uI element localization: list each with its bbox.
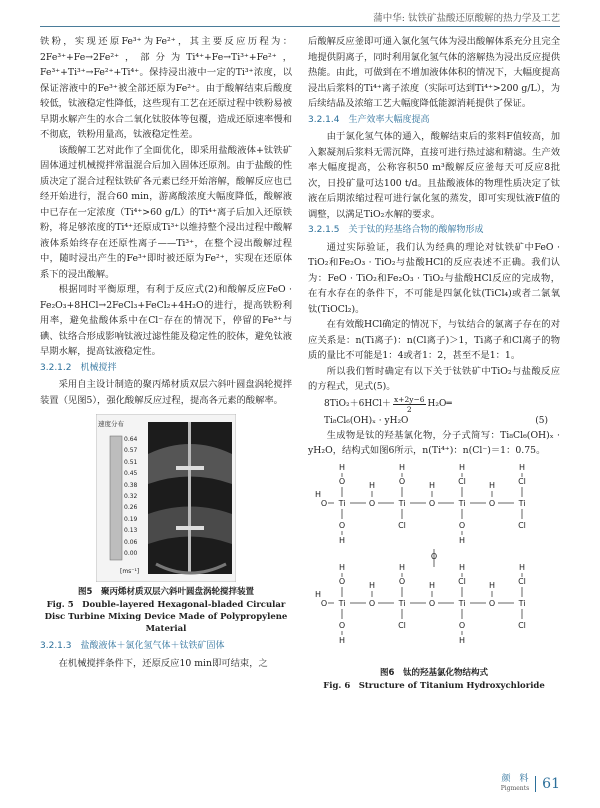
- ligand-atom: O: [338, 576, 346, 586]
- velocity-legend-title: 速度分布: [98, 420, 124, 428]
- titanium-atom: Ti: [458, 498, 466, 508]
- hydrogen-atom: H: [488, 580, 496, 590]
- legend-value: 0.26: [124, 504, 138, 512]
- legend-value: 0.06: [124, 538, 138, 546]
- paragraph: 在有效酸HCl确定的情况下，与钛结合的氯离子存在的对应关系是：n(Ti离子)：n(Cl离子)＞1，Ti离子和Cl离子的物质的量比不可能是1：4或者1：2，甚至不是1：1。: [308, 319, 560, 361]
- legend-value: 0.13: [124, 527, 138, 535]
- paragraph: 铁粉，实现还原Fe³⁺为Fe²⁺，其主要反应历程为：2Fe³⁺+Fe→2Fe²⁺，部分为Ti⁴⁺+Fe→Ti³⁺+Fe²⁺，Fe³⁺+Ti³⁺→Fe²⁺+Ti⁴⁺。保持浸出液中一定的Ti³⁺浓度，以保证溶液中的Fe³⁺被全部还原为Fe²⁺。由于酸解结束后酸度较低，钛液稳定性降低，这些现有工艺在还原过程中铁粉易被早期水解产生的水合二氧化钛胶体等包覆，造成还原速率慢和不彻底，铁粉用量高，钛液稳定性差。: [40, 36, 292, 140]
- page-number: 61: [535, 776, 560, 792]
- equation-fraction: [393, 395, 426, 414]
- hydrogen-atom: H: [398, 462, 406, 472]
- legend-value: 0.19: [124, 515, 138, 523]
- ligand-atom: Cl: [458, 576, 466, 586]
- legend-value: 0.38: [124, 481, 138, 489]
- hydrogen-atom: H: [338, 562, 346, 572]
- section-heading: 3.2.1.4 生产效率大幅度提高: [308, 114, 430, 125]
- hydrogen-atom: H: [518, 462, 526, 472]
- hydrogen-atom: H: [314, 489, 322, 499]
- figure-6-caption-en: Fig. 6 Structure of Titanium Hydroxychloride: [323, 680, 545, 691]
- hydrogen-atom: H: [338, 635, 346, 645]
- hydrogen-atom: H: [518, 562, 526, 572]
- left-column: [40, 34, 292, 671]
- oxygen-atom: O: [320, 498, 328, 508]
- paragraph: 生成物是钛的羟基氯化物，分子式简写：Ti₈Cl₆(OH)ₓ · yH₂O，结构式如图6所示，n(Ti⁴⁺)：n(Cl⁻)＝1：0.75。: [308, 429, 560, 456]
- hydrogen-atom: H: [458, 635, 466, 645]
- titanium-atom: Ti: [518, 498, 526, 508]
- hydrogen-atom: H: [428, 580, 436, 590]
- hydrogen-atom: H: [398, 562, 406, 572]
- legend-value: 0.00: [124, 550, 138, 558]
- figure-6-caption-zh: 图6 钛的羟基氯化物结构式: [380, 667, 488, 678]
- hydrogen-atom: H: [458, 562, 466, 572]
- legend-value: 0.64: [124, 436, 138, 443]
- ligand-atom: O: [398, 576, 406, 586]
- header-rule: [40, 26, 560, 27]
- ligand-atom: O: [458, 620, 466, 630]
- figure-5-image: [96, 414, 236, 582]
- titanium-atom: Ti: [398, 598, 406, 608]
- paragraph: 采用自主设计制造的聚丙烯材质双层六斜叶圆盘涡轮搅拌装置（见图5），强化酸解反应过程，提高各元素的酸解率。: [40, 379, 292, 406]
- ligand-atom: O: [338, 620, 346, 630]
- equation-number: (5): [535, 415, 548, 426]
- equation-5: [308, 395, 560, 428]
- ligand-atom: O: [338, 476, 346, 486]
- figure-5-caption-zh: 图5 聚丙烯材质双层六斜叶圆盘涡轮搅拌装置: [78, 587, 254, 597]
- oxygen-atom: O: [320, 598, 328, 608]
- paragraph: 根据同时平衡原理，有利于反应式(2)和酸解反应FeO · Fe₂O₃+8HCl→2FeCl₃+FeCl₂+4H₂O的进行，提高铁粉利用率，避免盐酸体系中在Cl⁻存在的情况下，停留的Fe³⁺与碘、钛络合形成影响钛液过滤性能及稳定性的胶体，避免钛液早期水解，提高钛液稳定性。: [40, 284, 292, 357]
- journal-name: [501, 774, 529, 794]
- bridging-oxygen-atom: O: [428, 498, 436, 508]
- page-footer: [501, 774, 560, 794]
- paragraph: 由于氯化氢气体的通入，酸解结束后的浆料F值较高，加入絮凝剂后浆料无需沉降，直接可进行热过滤和精滤。生产效率大幅度提高，公称容积50 m³酸解反应釜每天可反应8批次，日投矿量可达100 t/d。且盐酸液体的物理性质决定了钛液在后期浓缩过程可进行氯化氢的蒸发，即可实现钛液F值的调整，以满足TiO₂水解的要求。: [308, 131, 560, 220]
- figure-5-caption-en: Fig. 5 Double-layered Hexagonal-bladed Circular Disc Turbine Mixing Device Made of Polypropylene Material: [44, 600, 288, 634]
- journal-name-zh: 颜 料: [501, 774, 529, 784]
- hydrogen-atom: H: [314, 589, 322, 599]
- hydrogen-atom: H: [428, 480, 436, 490]
- paragraph: 该酸解工艺对此作了全面优化，即采用盐酸液体+钛铁矿固体通过机械搅拌常温混合后加入固体还原剂。由于盐酸的性质决定了混合过程钛铁矿各元素已经开始溶解，酸解反应也已经开始进行，混合60 min，游离酸浓度大幅度降低，酸解液中已存在一定浓度（Ti⁴⁺>60 g/L）的Ti⁴⁺离子后加入还原铁粉，将足够浓度的Ti⁴⁺还原成Ti³⁺以维持整个浸出过程中酸解液体系始终存在还原性离子——Ti³⁺，在整个浸出酸解过程中，随时浸出产生的Fe³⁺即时被还原为Fe²⁺，实现在还原体系下的浸出酸解。: [40, 144, 292, 280]
- hydrogen-atom: H: [458, 462, 466, 472]
- section-heading: 3.2.1.5 关于钛的羟基络合物的酸解物形成: [308, 225, 484, 235]
- titanium-atom: Ti: [518, 598, 526, 608]
- ligand-atom: Cl: [398, 520, 406, 530]
- fraction-numerator: x+2y−6: [393, 394, 425, 404]
- ligand-atom: Cl: [518, 620, 526, 630]
- journal-name-en: Pigments: [500, 785, 530, 792]
- ligand-atom: O: [398, 476, 406, 486]
- legend-value: 0.57: [124, 447, 138, 455]
- bridging-oxygen-atom: O: [368, 498, 376, 508]
- ligand-atom: O: [338, 520, 346, 530]
- titanium-atom: Ti: [398, 498, 406, 508]
- velocity-legend: [124, 434, 137, 559]
- stirrer-simulation-graphic: [96, 414, 236, 582]
- ligand-atom: Cl: [518, 476, 526, 486]
- paragraph: 所以我们暂时确定有以下关于钛铁矿中TiO₂与盐酸反应的方程式，见式(5)。: [308, 365, 560, 392]
- titanium-hydroxychloride-structure: [314, 463, 554, 663]
- section-heading: 3.2.1.2 机械搅拌: [40, 362, 117, 373]
- section-heading: 3.2.1.3 盐酸液体＋氯化氢气体＋钛铁矿固体: [40, 641, 225, 651]
- velocity-legend-unit: [ms⁻¹]: [120, 568, 140, 575]
- bridging-oxygen-atom: O: [488, 498, 496, 508]
- hydrogen-atom: H: [338, 535, 346, 545]
- hydrogen-atom: H: [488, 480, 496, 490]
- paragraph: 通过实际验证，我们认为经典的理论对钛铁矿中FeO · TiO₂和Fe₂O₃ · TiO₂与盐酸HCl的反应表述不正确。我们认为：FeO · TiO₂和Fe₂O₃ · TiO₂与盐酸HCl反应的完成物，在有水存在的条件下，不可能是四氯化钛(TiCl₄)或者二氯氧钛(TiOCl₂)。: [308, 241, 560, 315]
- bridging-oxygen-atom: O: [488, 598, 496, 608]
- figure-6-image: [314, 463, 554, 663]
- bridging-oxygen-atom: O: [368, 598, 376, 608]
- legend-value: 0.32: [124, 493, 138, 501]
- legend-value: 0.51: [124, 458, 138, 466]
- titanium-atom: Ti: [338, 498, 346, 508]
- bridging-oxygen-atom: O: [428, 598, 436, 608]
- legend-value: 0.45: [124, 470, 138, 478]
- hydrogen-atom: H: [458, 535, 466, 545]
- equation-lhs: 8TiO₂＋6HCl＋: [324, 399, 391, 409]
- running-title: 蒲中华: 钛铁矿盐酸还原酸解的热力学及工艺: [373, 13, 560, 24]
- oxygen-atom: O: [430, 551, 438, 561]
- titanium-atom: Ti: [458, 598, 466, 608]
- ligand-atom: Cl: [458, 476, 466, 486]
- paragraph: 在机械搅拌条件下，还原反应10 min即可结束，之: [58, 657, 268, 669]
- hydrogen-atom: H: [368, 580, 376, 590]
- right-column: [308, 34, 560, 692]
- ligand-atom: Cl: [518, 576, 526, 586]
- ligand-atom: O: [458, 520, 466, 530]
- ligand-atom: Cl: [398, 620, 406, 630]
- hydrogen-atom: H: [338, 462, 346, 472]
- ligand-atom: Cl: [518, 520, 526, 530]
- titanium-atom: Ti: [338, 598, 346, 608]
- equation-rhs: Ti₈Cl₆(OH)ₓ · yH₂O: [324, 415, 409, 426]
- paragraph: 后酸解反应釜即可通入氯化氢气体为浸出酸解体系充分且完全地提供阴离子，同时利用氯化氢气体的溶解热为浸出反应提供热能。由此，可做到在不增加液体体积的情况下，大幅度提高浸出后浆料的Ti⁴⁺离子浓度（实际可达到Ti⁴⁺>200 g/L），为后续结晶及浓缩工艺大幅度降低能源消耗提供了保证。: [308, 36, 560, 109]
- equation-lhs-end: H₂O═: [427, 399, 452, 409]
- fraction-denominator: 2: [406, 404, 412, 414]
- hydrogen-atom: H: [368, 480, 376, 490]
